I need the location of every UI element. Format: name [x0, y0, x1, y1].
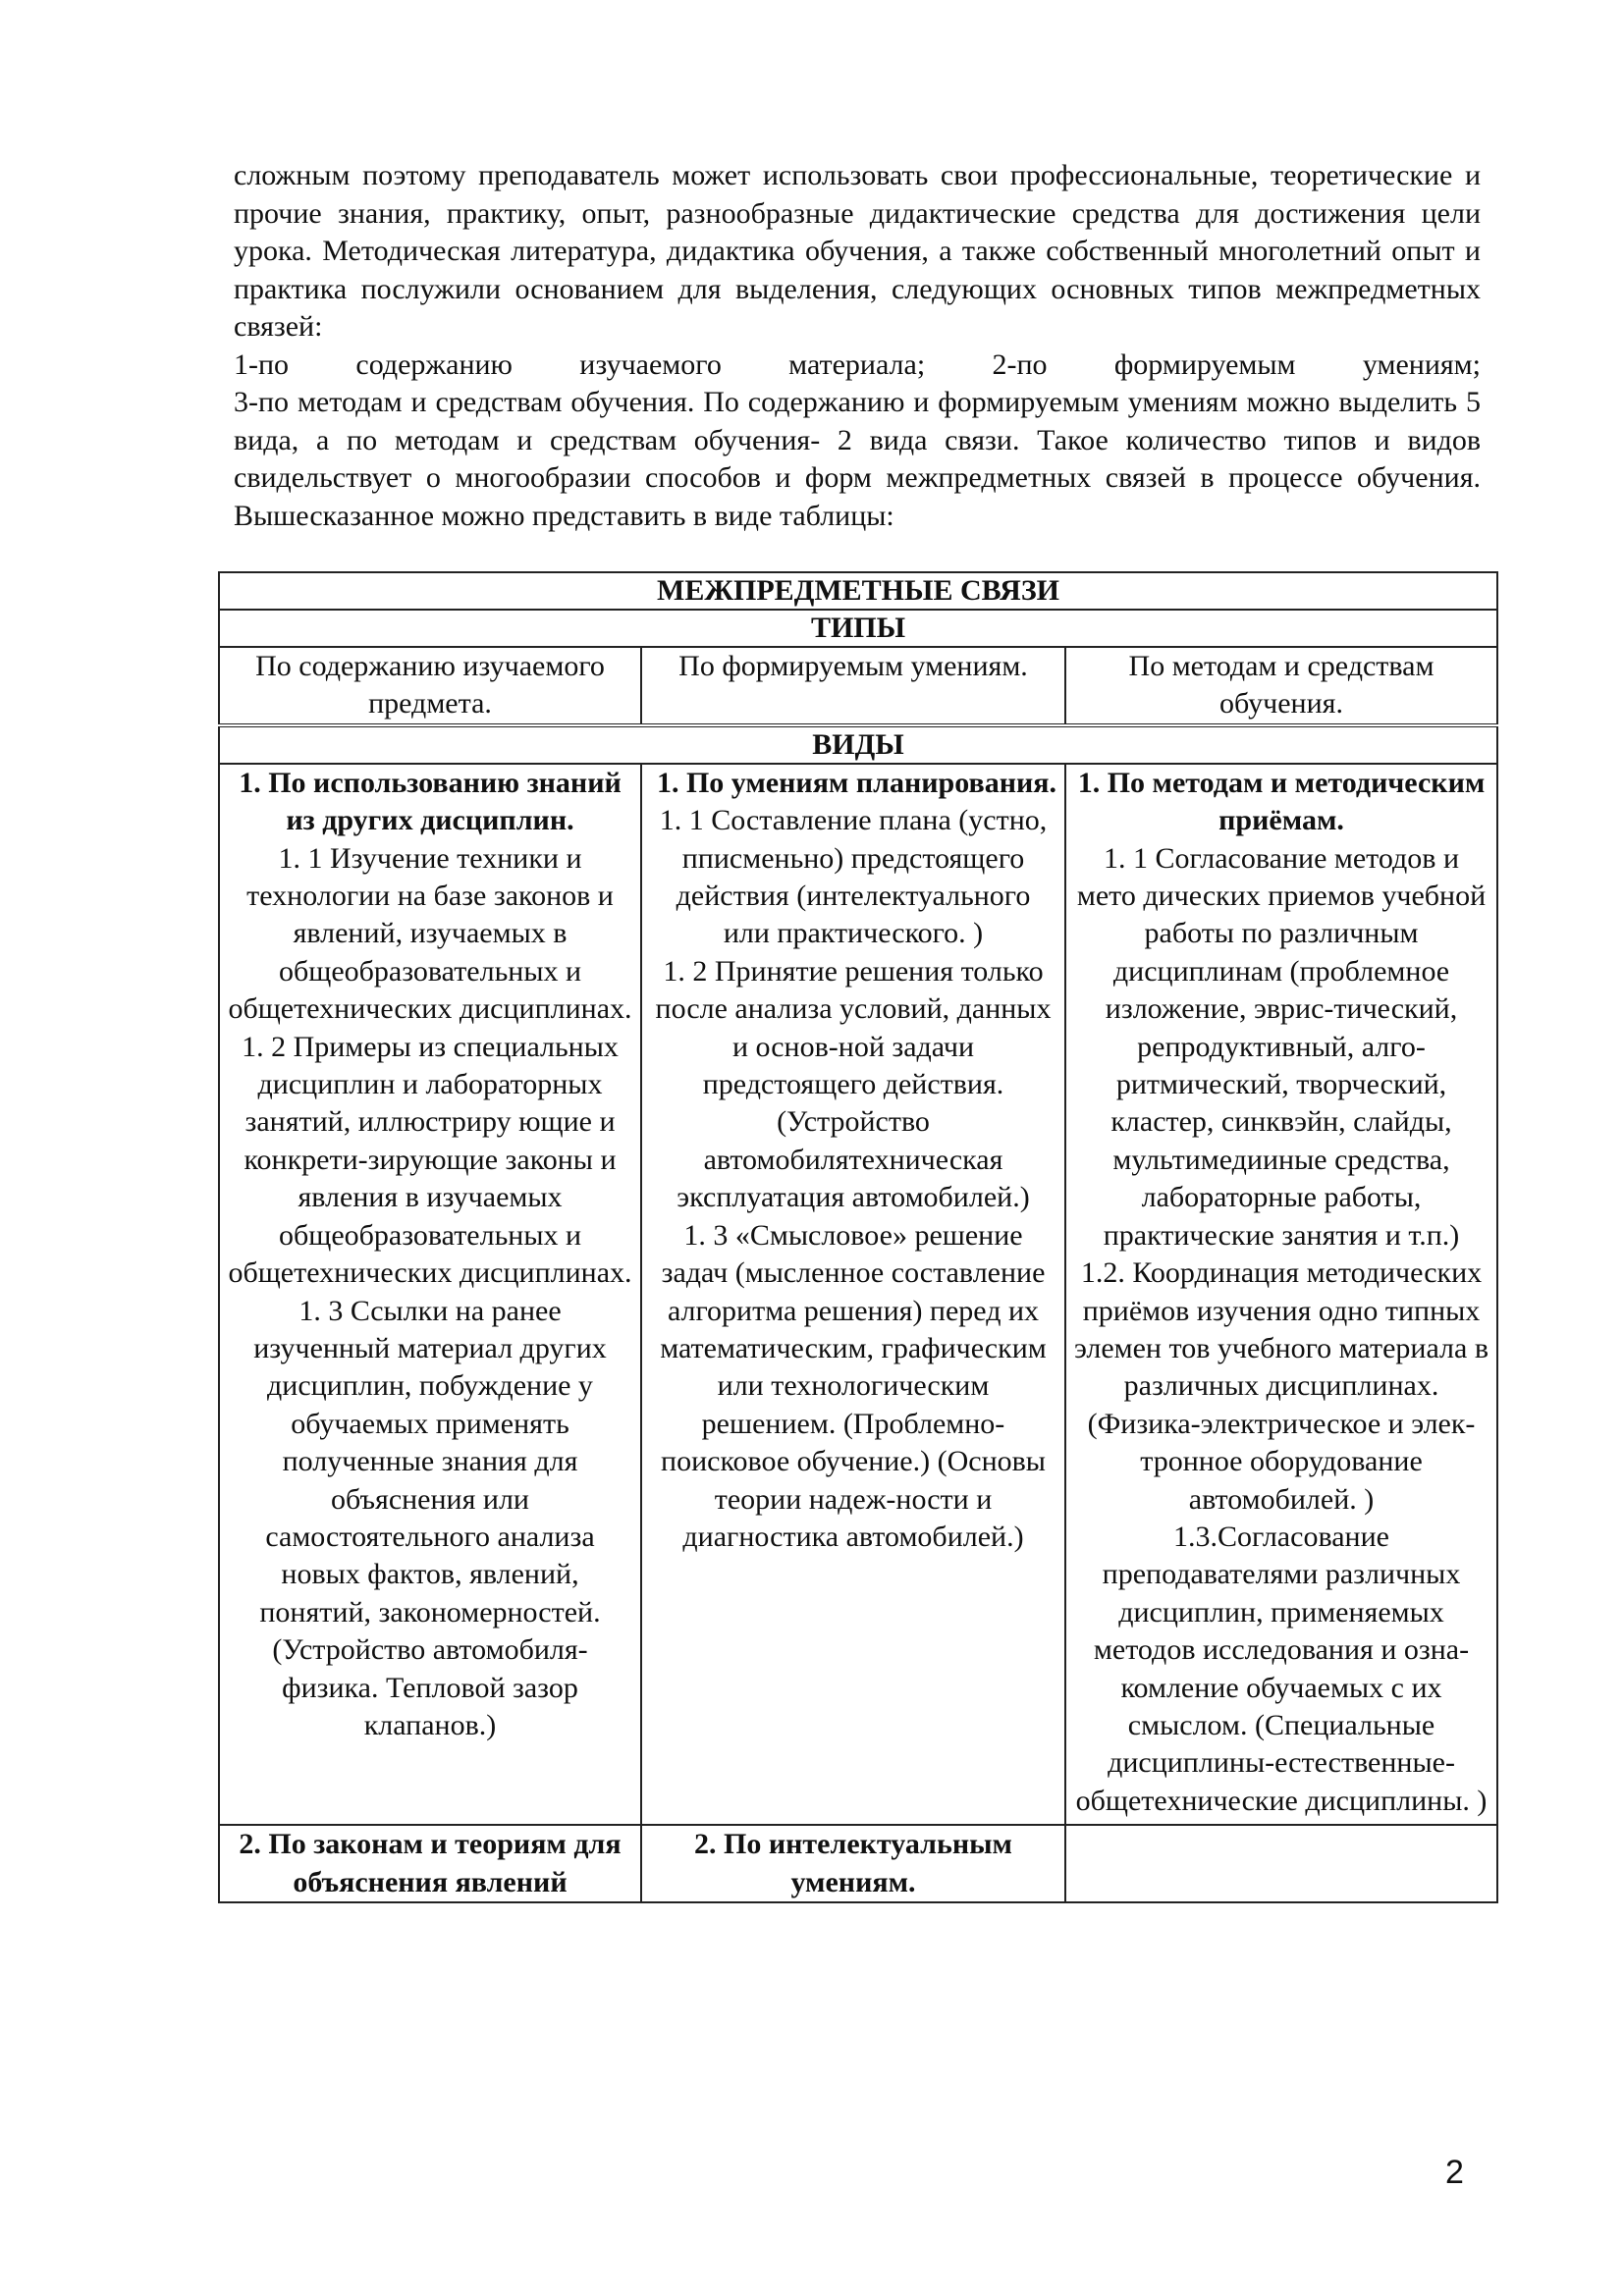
col1-item-1: 1. 1 Изучение техники и технологии на базе законов и явлений, изучаемых в общеобразовательных и общетехнических дисциплинах. — [228, 841, 632, 1026]
table-title: МЕЖПРЕДМЕТНЫЕ СВЯЗИ — [219, 572, 1497, 610]
col1-item-2: 1. 2 Примеры из специальных дисциплин и лабораторных занятий, иллюстриру ющие и конкрети-зирующие законы и явления в изучаемых общеобразовательных и общетехнических дисциплинах. — [228, 1030, 632, 1290]
kinds-column-methods — [1065, 764, 1497, 1825]
kinds-column-content — [219, 764, 641, 1825]
type-by-methods: По методам и средствам обучения. — [1065, 647, 1497, 725]
col2-item-1: 1. 1 Составление плана (устно, пписменьно) предстоящего действия (интелектуального или практического. ) — [659, 804, 1048, 950]
col1-item-3: 1. 3 Ссылки на ранее изученный материал других дисциплин, побуждение у обучаемых применять полученные знания для объяснения или самостоятельного анализа новых фактов, явлений, понятий, закономерностей. (Устройство автомобиля-физика. Тепловой зазор клапанов.) — [253, 1294, 607, 1741]
row2-col2: 2. По интелектуальным умениям. — [641, 1825, 1065, 1902]
page-number: 2 — [1445, 2154, 1464, 2191]
col2-item-3: 1. 3 «Смысловое» решение задач (мысленное составление алгоритма решения) перед их математическим, графическим или технологическим решением. (Проблемно-поисковое обучение.) (Основы теории надеж-ности и диагностика автомобилей.) — [660, 1218, 1047, 1553]
row2-col1: 2. По законам и теориям для объяснения явлений — [219, 1825, 641, 1902]
col3-heading: 1. По методам и методическим приёмам. — [1077, 766, 1486, 837]
col2-heading: 1. По умениям планирования. — [656, 766, 1056, 799]
kinds-column-skills — [641, 764, 1065, 1825]
kinds-header: ВИДЫ — [219, 725, 1497, 764]
intro-paragraph-1: сложным поэтому преподаватель может использовать свои профессиональные, теоретические и прочие знания, практику, опыт, разнообразные дидактические средства для достижения цели урока. Методическая литература, дидактика обучения, а также собственный многолетний опыт и практика послужили основанием для выделения, следующих основных типов межпредметных связей: — [234, 159, 1481, 343]
intro-text — [234, 157, 1481, 535]
col1-heading: 1. По использованию знаний из других дисциплин. — [239, 766, 622, 837]
types-header: ТИПЫ — [219, 610, 1497, 647]
interdisciplinary-links-table — [218, 571, 1498, 1903]
col3-item-1: 1. 1 Согласование методов и мето дических приемов учебной работы по различным дисциплинам (проблемное изложение, эврис-тический, репродуктивный, алго-ритмический, творческий, кластер, синквэйн, слайды, мультимедииные средства, лабораторные работы, практические занятия и т.п.) — [1076, 841, 1487, 1252]
type-by-skills: По формируемым умениям. — [641, 647, 1065, 725]
col3-item-2: 1.2. Координация методических приёмов изучения одно типных элемен тов учебного материала в различных дисциплинах. (Физика-электрическое и элек-тронное оборудование автомобилей. ) — [1074, 1256, 1489, 1516]
row2-col3-empty — [1065, 1825, 1497, 1902]
type-by-content: По содержанию изучаемого предмета. — [219, 647, 641, 725]
intro-paragraph-2-rest: 3-по методам и средствам обучения. По содержанию и формируемым умениям можно выделить 5 вида, а по методам и средствам обучения- 2 вида связи. Такое количество типов и видов свидельствует о многообразии способов и форм межпредметных связей в процессе обучения. Вышесказанное можно представить в виде таблицы: — [234, 386, 1481, 532]
intro-paragraph-2-line-1: 1-по содержанию изучаемого материала; 2-по формируемым умениям; — [234, 347, 1481, 381]
col2-item-2: 1. 2 Принятие решения только после анализа условий, данных и основ-ной задачи предстоящего действия. (Устройство автомобилятехническая эксплуатация автомобилей.) — [655, 954, 1052, 1214]
col3-item-3: 1.3.Согласование преподавателями различных дисциплин, применяемых методов исследования и озна-комление обучаемых с их смыслом. (Специальные дисциплины-естественные-общетехнические дисциплины. ) — [1075, 1520, 1488, 1817]
